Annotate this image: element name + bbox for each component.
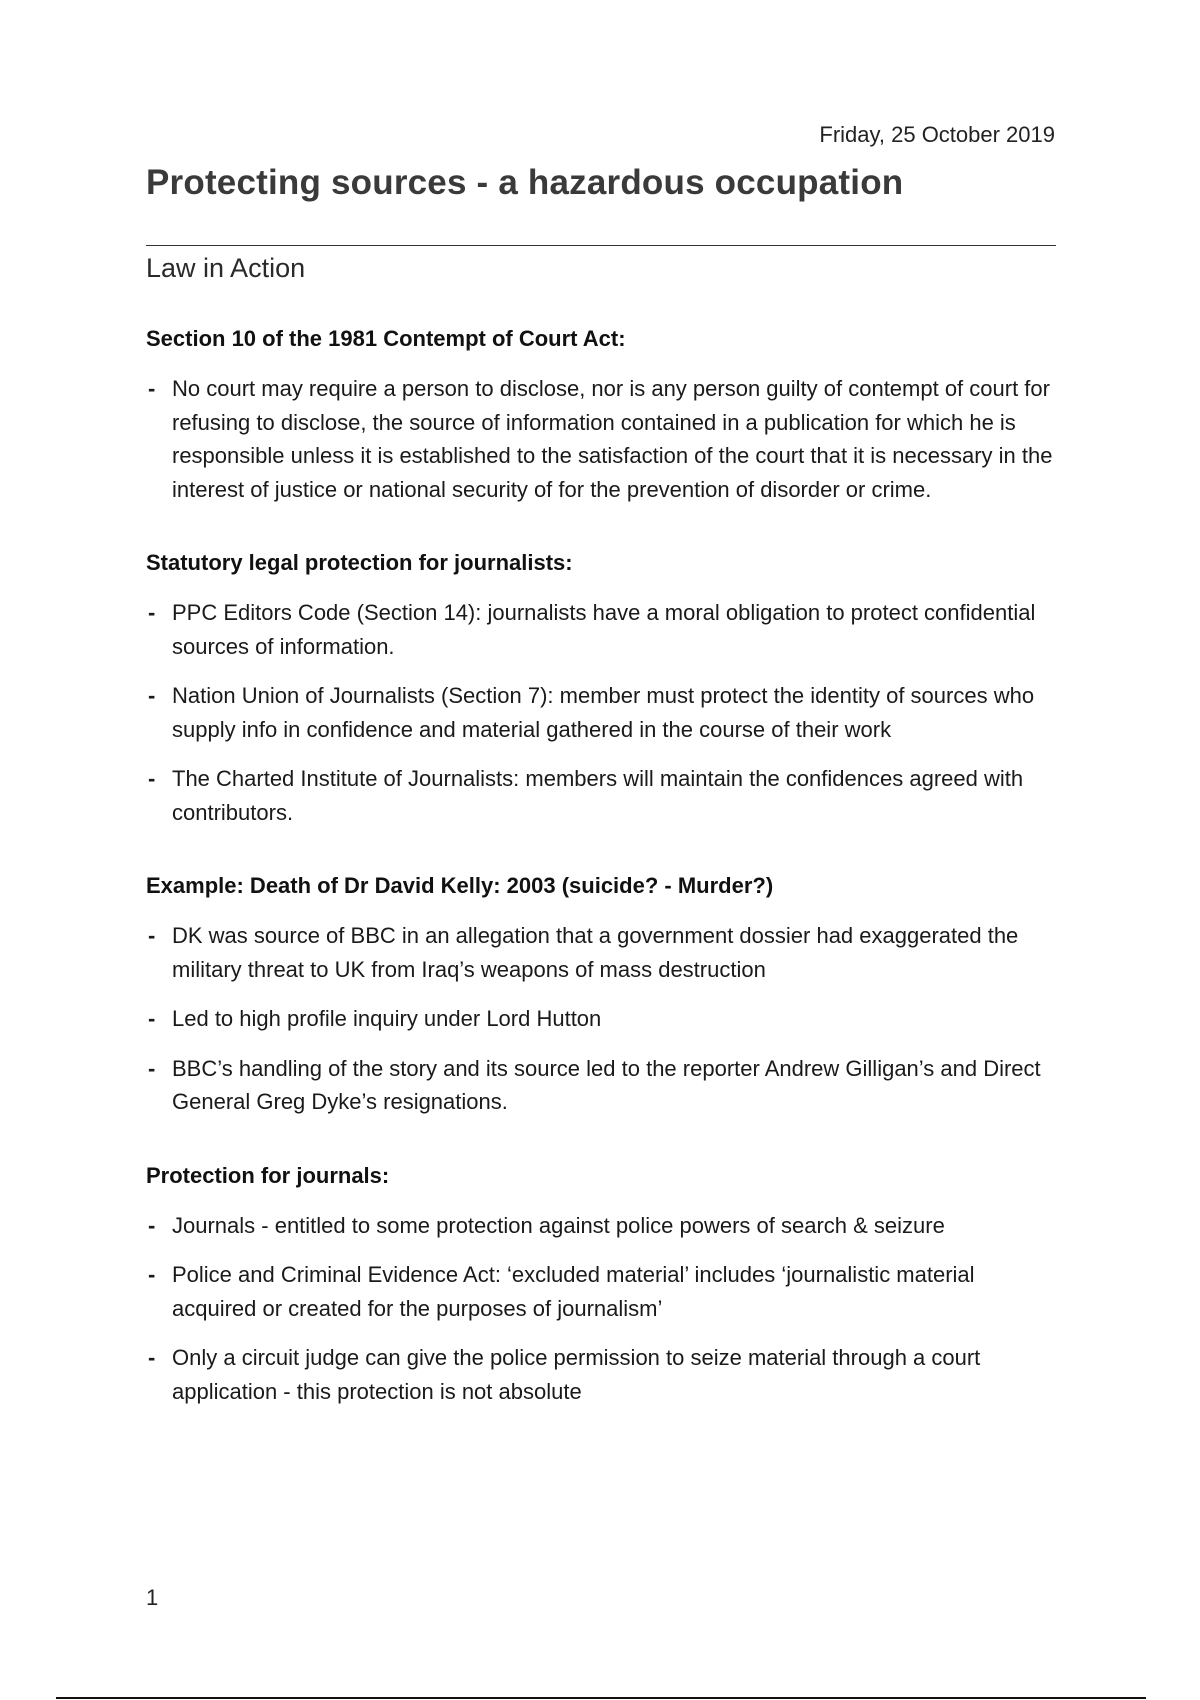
- dash-marker: -: [148, 1262, 156, 1287]
- bullet-item: [146, 679, 1061, 746]
- bullet-item: [146, 762, 1061, 829]
- bullet-item: [146, 372, 1061, 506]
- dash-marker: -: [148, 600, 156, 625]
- bullet-item: [146, 1258, 1061, 1325]
- bullet-item: [146, 1002, 1061, 1036]
- bullet-text: Journals - entitled to some protection against police powers of search & seizure: [172, 1212, 945, 1238]
- footer-divider: [56, 1697, 1146, 1699]
- page-date: Friday, 25 October 2019: [819, 122, 1055, 147]
- bullet-text: Nation Union of Journalists (Section 7): member must protect the identity of sources who supply info in confidence and material gathered in the course of their work: [172, 683, 1035, 742]
- dash-marker: -: [148, 376, 156, 401]
- bullet-list: [146, 372, 1061, 506]
- bullet-item: [146, 1052, 1061, 1119]
- bullet-text: Police and Criminal Evidence Act: ‘excluded material’ includes ‘journalistic material acquired or created for the purposes of journalism’: [172, 1262, 975, 1321]
- bullet-text: Led to high profile inquiry under Lord Hutton: [172, 1006, 602, 1031]
- dash-marker: -: [148, 1345, 156, 1370]
- dash-marker: -: [148, 1006, 156, 1031]
- section-heading: Example: Death of Dr David Kelly: 2003 (suicide? - Murder?): [146, 873, 774, 898]
- section-david-kelly-example: [146, 871, 1061, 1119]
- bullet-text: PPC Editors Code (Section 14): journalists have a moral obligation to protect confidential sources of information.: [172, 600, 1036, 659]
- dash-marker: -: [148, 683, 156, 708]
- dash-marker: -: [148, 766, 156, 791]
- dash-marker: -: [148, 923, 156, 948]
- section-protection-for-journals: [146, 1161, 1061, 1409]
- page-subtitle: Law in Action: [146, 253, 306, 283]
- page-number: 1: [146, 1585, 159, 1610]
- bullet-text: BBC’s handling of the story and its source led to the reporter Andrew Gilligan’s and Direct General Greg Dyke’s resignations.: [172, 1055, 1041, 1114]
- dash-marker: -: [148, 1055, 156, 1081]
- bullet-text: DK was source of BBC in an allegation that a government dossier had exaggerated the military threat to UK from Iraq’s weapons of mass destruction: [172, 923, 1019, 982]
- bullet-item: [146, 1341, 1061, 1408]
- bullet-list: [146, 1209, 1061, 1409]
- bullet-text: The Charted Institute of Journalists: members will maintain the confidences agreed with contributors.: [172, 766, 1024, 825]
- section-heading: Statutory legal protection for journalists:: [146, 550, 573, 575]
- bullet-list: [146, 919, 1061, 1119]
- section-heading: Section 10 of the 1981 Contempt of Court Act:: [146, 326, 626, 351]
- bullet-item: [146, 596, 1061, 663]
- bullet-item: [146, 919, 1061, 986]
- bullet-list: [146, 596, 1061, 829]
- section-heading: Protection for journals:: [146, 1162, 390, 1188]
- bullet-text: Only a circuit judge can give the police permission to seize material through a court application - this protection is not absolute: [172, 1345, 981, 1404]
- page-title: Protecting sources - a hazardous occupation: [146, 163, 904, 202]
- dash-marker: -: [148, 1212, 156, 1238]
- title-divider: [146, 245, 1056, 246]
- bullet-item: [146, 1209, 1061, 1243]
- section-contempt-of-court-act: [146, 324, 1061, 506]
- bullet-text: No court may require a person to disclose, nor is any person guilty of contempt of court for refusing to disclose, the source of information contained in a publication for which he is responsible unless it is established to the satisfaction of the court that it is necessary in the interest of justice or national security of for the prevention of disorder or crime.: [172, 376, 1053, 502]
- section-statutory-protection: [146, 548, 1061, 829]
- document-body: [146, 324, 1061, 1450]
